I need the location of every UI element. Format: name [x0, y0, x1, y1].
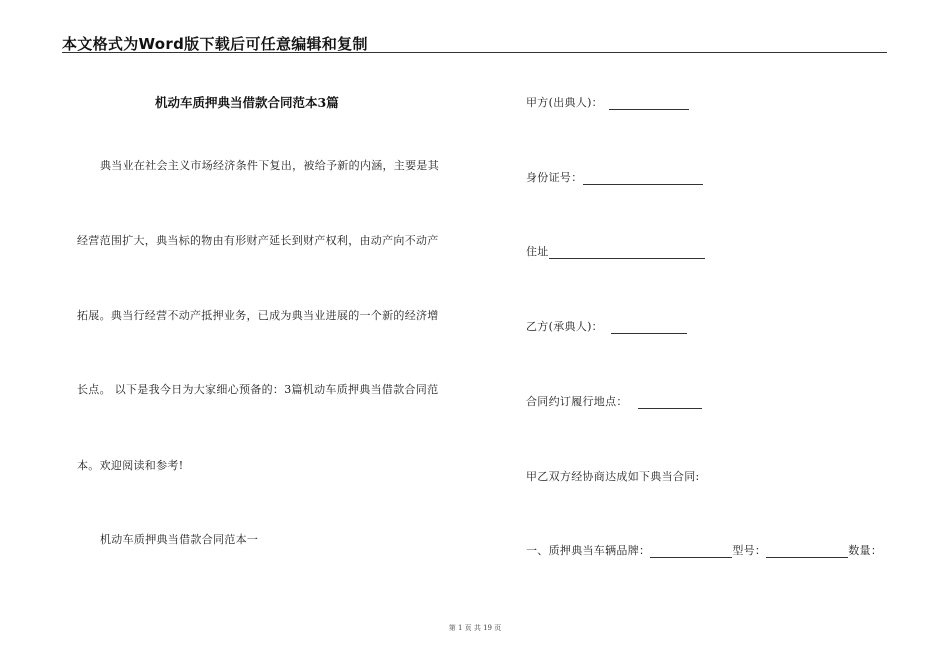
document-banner: 本文格式为Word版下载后可任意编辑和复制	[62, 35, 368, 53]
brand-blank	[650, 546, 732, 558]
intro-line-3: 拓展。典当行经营不动产抵押业务，已成为典当业进展的一个新的经济增	[77, 309, 439, 322]
intro-line-1: 典当业在社会主义市场经济条件下复出，被给予新的内涵，主要是其	[100, 159, 439, 172]
page-footer: 第 1 页 共 19 页	[448, 624, 502, 632]
party-b-blank	[611, 322, 687, 334]
document-title: 机动车质押典当借款合同范本3篇	[155, 95, 339, 110]
model-blank	[766, 546, 848, 558]
item-1-line	[526, 542, 882, 558]
party-b-field	[526, 318, 687, 334]
place-field	[526, 393, 702, 409]
party-a-label: 甲方(出典人)：	[526, 96, 603, 109]
banner-divider	[62, 52, 887, 53]
place-blank	[638, 397, 702, 409]
id-number-blank	[583, 173, 703, 185]
party-b-label: 乙方(承典人)：	[526, 320, 603, 333]
brand-label: 一、质押典当车辆品牌：	[526, 544, 651, 557]
party-a-field	[526, 94, 689, 110]
id-number-field	[526, 169, 703, 185]
address-label: 住址	[526, 245, 549, 258]
agreement-line: 甲乙双方经协商达成如下典当合同:	[526, 470, 700, 483]
intro-line-2: 经营范围扩大，典当标的物由有形财产延长到财产权利，由动产向不动产	[77, 234, 439, 247]
id-number-label: 身份证号：	[526, 171, 583, 184]
section-heading-1: 机动车质押典当借款合同范本一	[100, 533, 259, 546]
quantity-label: 数量：	[848, 544, 883, 557]
address-blank	[549, 247, 705, 259]
party-a-blank	[609, 98, 689, 110]
place-label: 合同约订履行地点：	[526, 395, 628, 408]
intro-line-4: 长点。 以下是我今日为大家细心预备的：3篇机动车质押典当借款合同范	[77, 383, 439, 396]
model-label: 型号：	[732, 544, 767, 557]
intro-line-5: 本。欢迎阅读和参考!	[77, 459, 184, 472]
address-field	[526, 243, 705, 259]
